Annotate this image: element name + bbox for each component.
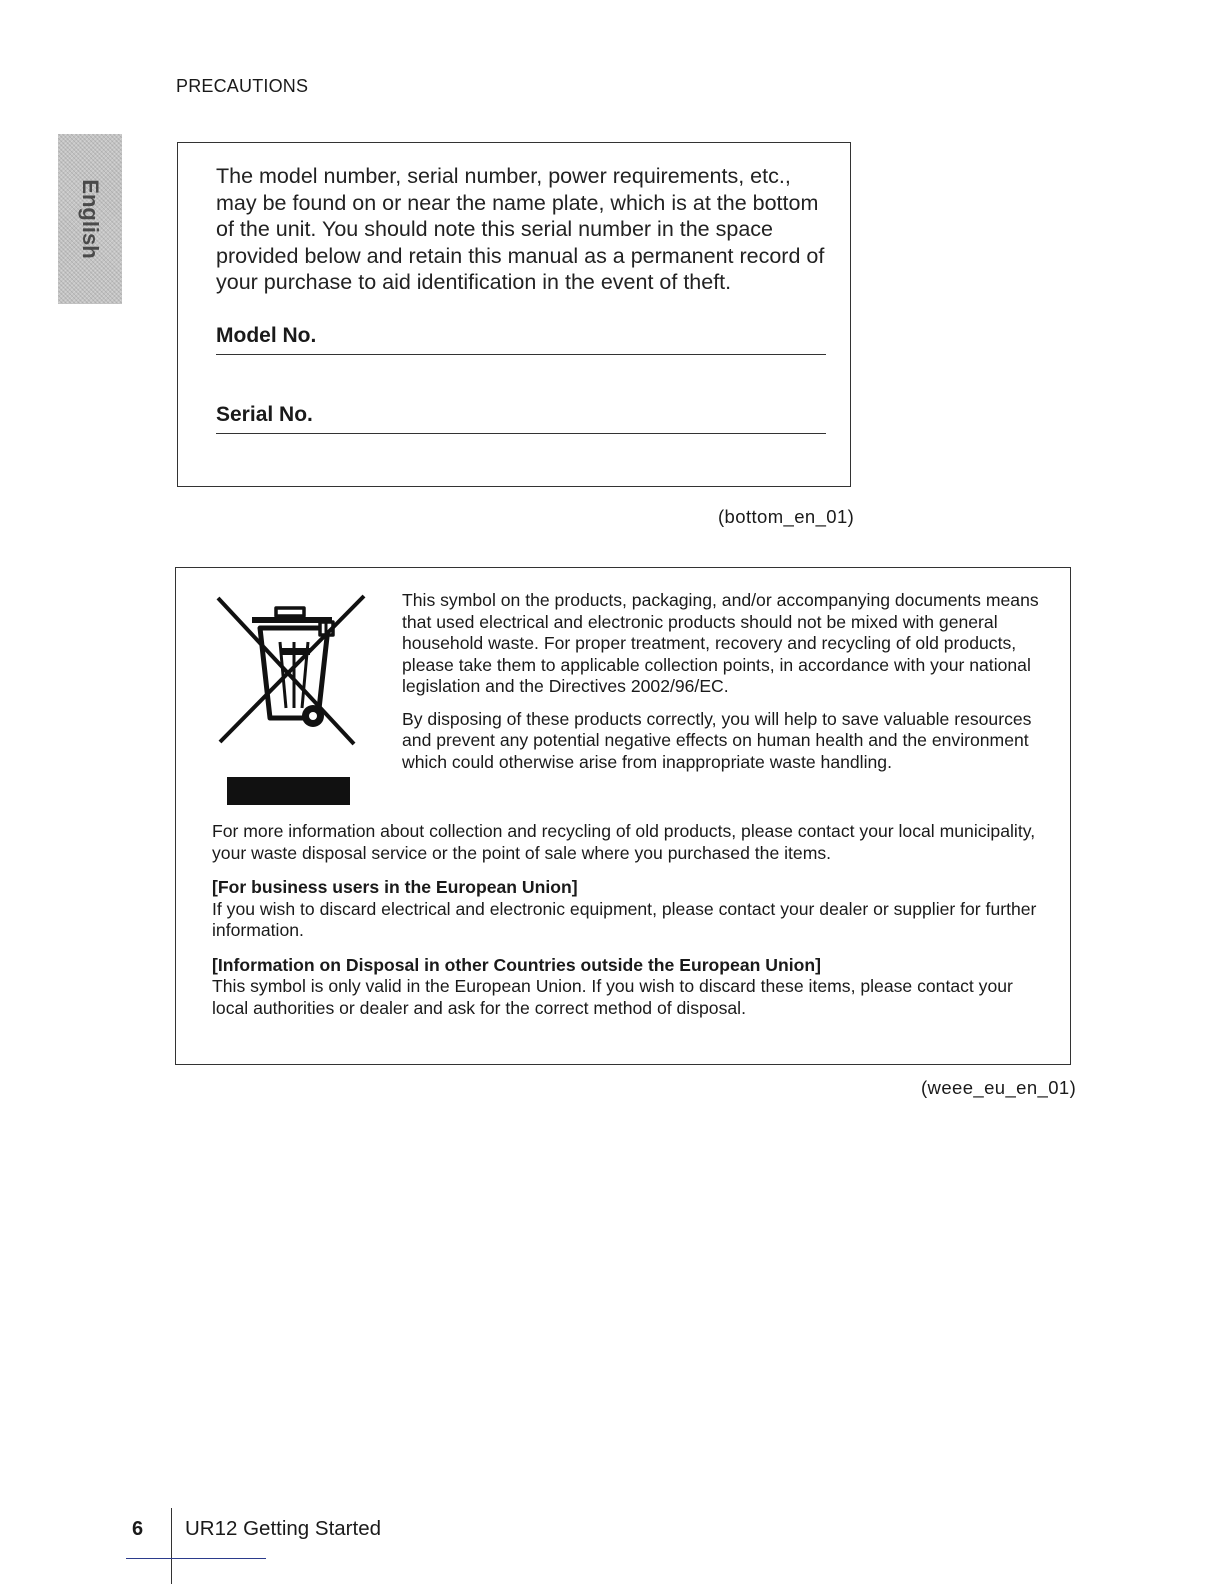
identification-code: (bottom_en_01) [718,506,855,527]
language-tab-label: English [78,179,103,259]
weee-lower-text [212,821,1052,1032]
weee-paragraph-3: For more information about collection and recycling of old products, please contact your local municipality, your waste disposal service or the point of sale where you purchased the items. [212,821,1036,863]
model-number-field [216,324,826,355]
weee-code: (weee_eu_en_01) [921,1077,1077,1098]
page-number: 6 [132,1518,144,1540]
other-countries-heading: [Information on Disposal in other Countries outside the European Union] [212,954,821,975]
model-number-label: Model No. [216,324,317,347]
identification-box [177,142,851,487]
serial-number-label: Serial No. [216,403,313,426]
weee-paragraph-2: By disposing of these products correctly, you will help to save valuable resources and prevent any potential negative effects on human health and the environment which could otherwise arise from inappropriate waste handling. [402,708,1032,772]
crossed-out-wheelie-bin-icon [214,590,374,750]
serial-number-field [216,403,826,434]
footer-divider [171,1508,172,1584]
business-users-heading: [For business users in the European Union] [212,877,578,897]
page-header: PRECAUTIONS [176,76,309,96]
language-tab [58,134,122,304]
business-users-section [212,877,1052,942]
other-countries-text: This symbol is only valid in the European Union. If you wish to discard these items, please contact your local authorities or dealer and ask for the correct method of disposal. [212,976,1013,1018]
footer-rule [126,1558,266,1559]
weee-main-text [402,590,1052,784]
weee-paragraph-1: This symbol on the products, packaging, and/or accompanying documents means that used electrical and electronic products should not be mixed with general household waste. For proper treatment, recovery and recycling of old products, please take them to applicable collection points, in accordance with your national legislation and the Directives 2002/96/EC. [402,590,1039,696]
footer-title: UR12 Getting Started [185,1517,381,1540]
identification-text: The model number, serial number, power requirements, etc., may be found on or near the name plate, which is at the bottom of the unit. You should note this serial number in the space provided below and retain this manual as a permanent record of your purchase to aid identification in the event of theft. [216,164,825,294]
weee-box [175,567,1071,1065]
other-countries-section [212,955,1052,1020]
business-users-text: If you wish to discard electrical and electronic equipment, please contact your dealer or supplier for further information. [212,898,1037,940]
bin-underline-bar [227,777,350,805]
